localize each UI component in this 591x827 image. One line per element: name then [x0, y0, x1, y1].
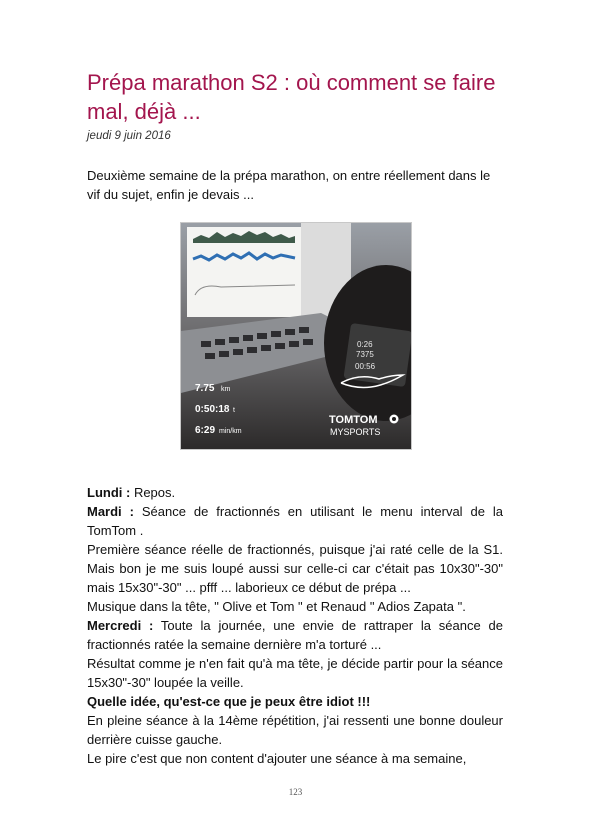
distance-unit: km [221, 386, 231, 393]
pire-paragraph: Le pire c'est que non content d'ajouter une séance à ma semaine, [87, 751, 467, 766]
pace-value: 6:29 [195, 425, 216, 436]
tomtom-logo-text: TOMTOM [329, 414, 378, 426]
mardi-text: Séance de fractionnés en utilisant le menu interval de la TomTom . [87, 504, 503, 538]
seance-paragraph: En pleine séance à la 14ème répétition, j'ai ressenti une bonne douleur derrière cuisse gauche. [87, 713, 503, 747]
mercredi-text: Toute la journée, une envie de rattraper la séance de fractionnés ratée la semaine dernière m'a torturé ... [87, 618, 503, 652]
time-value: 0:50:18 [195, 404, 230, 415]
mercredi-label: Mercredi : [87, 618, 154, 633]
pace-unit: min/km [219, 428, 242, 435]
watch-text-3: 00:56 [355, 362, 376, 371]
post-date: jeudi 9 juin 2016 [87, 130, 171, 142]
mardi-paragraph-2: Première séance réelle de fractionnés, puisque j'ai raté celle de la S1. Mais bon je me suis loupé aussi sur celle-ci car c'était pas 10x30"-30" mais 15x30"-30" ... pfff ... laborieux ce début de prépa ... [87, 542, 503, 595]
distance-value: 7.75 [195, 383, 215, 394]
mardi-paragraph-3: Musique dans la tête, " Olive et Tom " et Renaud " Adios Zapata ". [87, 599, 466, 614]
post-body [87, 483, 503, 768]
mysports-text: MYSPORTS [330, 427, 381, 437]
post-title: Prépa marathon S2 : où comment se faire mal, déjà ... [87, 70, 496, 124]
lundi-paragraph [87, 483, 503, 502]
mercredi-paragraph-2: Résultat comme je n'en fait qu'à ma tête, je décide partir pour la séance 15x30"-30" loupée la veille. [87, 656, 503, 690]
mardi-label: Mardi : [87, 504, 134, 519]
page-number: 123 [288, 787, 303, 797]
watch-text-2: 7375 [356, 350, 374, 359]
running-photo [180, 222, 412, 450]
idiot-paragraph: Quelle idée, qu'est-ce que je peux être idiot !!! [87, 694, 371, 709]
lundi-label: Lundi : [87, 485, 131, 500]
mardi-paragraph [87, 502, 503, 540]
intro-paragraph: Deuxième semaine de la prépa marathon, on entre réellement dans le vif du sujet, enfin je devais ... [87, 168, 491, 202]
time-unit: t [233, 407, 235, 414]
mercredi-paragraph [87, 616, 503, 654]
watch-text-1: 0:26 [357, 340, 373, 349]
lundi-text: Repos. [130, 485, 176, 500]
